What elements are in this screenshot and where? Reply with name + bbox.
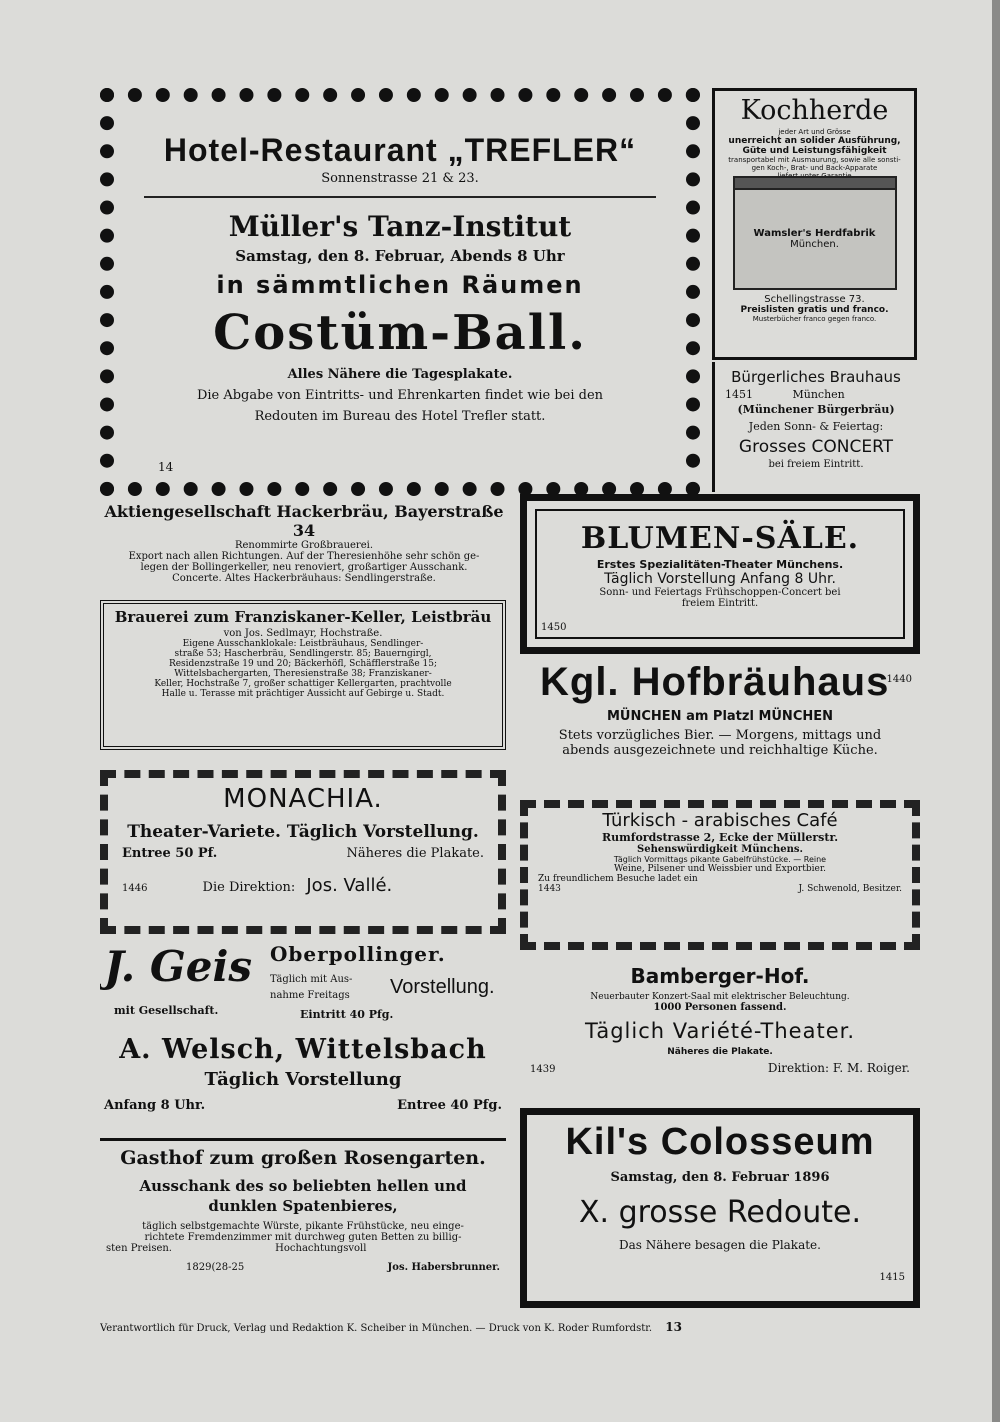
- hacker-l3: legen der Bollingerkeller, neu renoviert, großartiger Ausschank.: [140, 562, 468, 573]
- bamberger-l2: 1000 Personen fassend.: [653, 1002, 787, 1013]
- trefler-title: Hotel-Restaurant „TREFLER“: [163, 132, 637, 168]
- ad-blumensaele: [520, 494, 920, 654]
- franzis-l6: Halle u. Terasse mit prächtiger Aussicht auf Gebirge u. Stadt.: [161, 689, 445, 699]
- stove-label-city: München.: [790, 239, 839, 250]
- brauhaus-line: [725, 388, 907, 401]
- kochherde-l1: jeder Art und Grösse: [778, 128, 851, 136]
- trefler-address: Sonnenstrasse 21 & 23.: [321, 171, 479, 186]
- welsch-entry: Entree 40 Pfg.: [397, 1098, 502, 1113]
- brauhaus-sub: (Münchener Bürgerbräu): [737, 403, 895, 416]
- hofbraeu-l2: Stets vorzügliches Bier. — Morgens, mittags und: [558, 728, 882, 743]
- franzis-owner: von Jos. Sedlmayr, Hochstraße.: [223, 628, 383, 639]
- franzis-l1: Eigene Ausschanklokale: Leistbräuhaus, Sendlinger-: [182, 639, 424, 649]
- footer-text: Verantwortlich für Druck, Verlag und Redaktion K. Scheiber in München. — Druck von K. Roder Rumfordstr.: [100, 1323, 653, 1334]
- hofbraeu-l1: MÜNCHEN am Platzl MÜNCHEN: [607, 709, 833, 724]
- brauhaus-city: München: [792, 388, 845, 401]
- rosengarten-row: [106, 1243, 500, 1254]
- bamberger-dir: Direktion: F. M. Roiger.: [767, 1061, 910, 1075]
- hacker-title: Aktiengesellschaft Hackerbräu, Bayerstraße 34: [104, 502, 504, 540]
- franzis-l4: Wittelsbachergarten, Theresienstraße 38; Franziskaner-: [174, 669, 432, 679]
- trefler-rooms: in sämmtlichen Räumen: [216, 271, 584, 299]
- binding-edge: [992, 0, 1000, 1422]
- stove-illustration: [733, 186, 897, 290]
- hofbraeu-l3: abends ausgezeichnete und reichhaltige Küche.: [562, 743, 878, 758]
- kochherde-l3: Güte und Leistungsfähigkeit: [742, 146, 887, 156]
- colosseum-event: X. grosse Redoute.: [578, 1195, 862, 1230]
- bamberger-bottom: [530, 1061, 910, 1075]
- geis-entry: Eintritt 40 Pfg.: [300, 1008, 394, 1021]
- geis-daily: Täglich mit Aus-: [270, 974, 353, 985]
- ad-geis: [100, 938, 506, 1030]
- hacker-l2: Export nach allen Richtungen. Auf der Theresienhöhe sehr schön ge-: [128, 551, 480, 562]
- welsch-l1: Täglich Vorstellung: [204, 1069, 402, 1090]
- ad-hackerbraeu: [100, 502, 508, 594]
- cafe-num: 1443: [538, 884, 561, 894]
- kochherde-samples: Musterbücher franco gegen franco.: [752, 315, 877, 323]
- trefler-ball: Costüm-Ball.: [213, 305, 587, 361]
- page-number: 13: [665, 1320, 682, 1334]
- monachia-row: [122, 846, 484, 861]
- blumen-l4: freiem Eintritt.: [681, 598, 759, 609]
- monachia-l1: Theater-Variete. Täglich Vorstellung.: [127, 822, 479, 842]
- rosengarten-l5: sten Preisen.: [106, 1243, 172, 1254]
- franzis-title: Brauerei zum Franziskaner-Keller, Leistbräu: [114, 608, 492, 626]
- blumen-l1: Erstes Spezialitäten-Theater Münchens.: [596, 558, 844, 571]
- colosseum-more: Das Nähere besagen die Plakate.: [619, 1238, 821, 1252]
- cafe-title: Türkisch - arabisches Café: [602, 810, 838, 831]
- rosengarten-bottom: [106, 1262, 500, 1273]
- colosseum-num: 1415: [879, 1272, 905, 1283]
- ad-cafe: [520, 800, 920, 950]
- footer: [100, 1320, 920, 1344]
- cafe-owner: J. Schwenold, Besitzer.: [798, 884, 902, 894]
- kochherde-l2: unerreicht an solider Ausführung,: [728, 136, 901, 146]
- ad-welsch: [100, 1034, 506, 1134]
- kochherde-l5: gen Koch-, Brat- und Back-Apparate: [751, 164, 878, 172]
- cafe-l3: Täglich Vormittags pikante Gabelfrühstücke. — Reine: [613, 855, 827, 864]
- monachia-num: 1446: [122, 883, 148, 894]
- bamberger-num: 1439: [530, 1064, 556, 1075]
- welsch-start: Anfang 8 Uhr.: [104, 1098, 206, 1113]
- geis-company: mit Gesellschaft.: [114, 1004, 219, 1017]
- rosengarten-owner: Jos. Habersbrunner.: [387, 1262, 500, 1273]
- cafe-l5: Zu freundlichem Besuche ladet ein: [538, 874, 698, 884]
- monachia-title: MONACHIA.: [223, 784, 383, 814]
- rosengarten-greet: Hochachtungsvoll: [275, 1243, 367, 1254]
- colosseum-title: Kil's Colosseum: [565, 1121, 875, 1163]
- bamberger-title: Bamberger-Hof.: [630, 964, 810, 988]
- ad-bamberger: [520, 958, 920, 1098]
- bamberger-l4: Näheres die Plakate.: [667, 1047, 773, 1057]
- blumen-inner-frame: [535, 509, 905, 639]
- monachia-bottom: [122, 875, 484, 896]
- brauhaus-title: Bürgerliches Brauhaus: [731, 368, 901, 386]
- kochherde-address: Schellingstrasse 73.: [764, 294, 865, 305]
- brauhaus-num: 1451: [725, 388, 753, 401]
- geis-place: Oberpollinger.: [270, 942, 446, 966]
- trefler-date: Samstag, den 8. Februar, Abends 8 Uhr: [235, 247, 565, 265]
- blumen-num: 1450: [541, 622, 567, 633]
- brauhaus-concert: Grosses CONCERT: [738, 437, 894, 457]
- rosengarten-l4: richtete Fremdenzimmer mit durchweg guten Betten zu billig-: [144, 1232, 462, 1243]
- brauhaus-free: bei freiem Eintritt.: [768, 459, 864, 470]
- franzis-l3: Residenzstraße 19 und 20; Bäckerhöfl, Schäfflerstraße 15;: [168, 659, 438, 669]
- kochherde-title: Kochherde: [740, 95, 889, 126]
- geis-show: Vorstellung.: [390, 976, 495, 998]
- geis-name: J. Geis: [104, 942, 253, 991]
- trefler-plakate: Alles Nähere die Tagesplakate.: [287, 367, 513, 382]
- blumen-l2: Täglich Vorstellung Anfang 8 Uhr.: [604, 571, 836, 587]
- ad-trefler: [100, 88, 700, 496]
- ad-hofbraeuhaus: [520, 660, 920, 790]
- kochherde-prices: Preislisten gratis und franco.: [740, 305, 889, 315]
- bamberger-l3: Täglich Variété-Theater.: [584, 1019, 856, 1043]
- ad-rosengarten: [100, 1138, 506, 1314]
- monachia-dir-label: Die Direktion:: [202, 880, 296, 895]
- cafe-l2: Sehenswürdigkeit Münchens.: [637, 844, 803, 855]
- stove-label: Wamsler's Herdfabrik: [753, 228, 876, 239]
- ad-monachia: [100, 770, 506, 934]
- colosseum-date: Samstag, den 8. Februar 1896: [610, 1170, 830, 1185]
- cafe-l4: Weine, Pilsener und Weissbier und Exportbier.: [613, 864, 826, 874]
- monachia-dir-name: Jos. Vallé.: [306, 875, 393, 896]
- divider: [144, 196, 656, 198]
- monachia-entry: Entree 50 Pf.: [122, 846, 218, 861]
- kochherde-l4: transportabel mit Ausmaurung, sowie alle sonsti-: [728, 156, 901, 164]
- stove-top: [733, 176, 897, 190]
- monachia-more: Näheres die Plakate.: [346, 846, 484, 861]
- rosengarten-num: 1829(28-25: [186, 1262, 245, 1273]
- brauhaus-days: Jeden Sonn- & Feiertag:: [748, 420, 884, 433]
- ad-brauhaus: [712, 362, 917, 492]
- blumen-l3: Sonn- und Feiertags Frühschoppen-Concert bei: [599, 587, 841, 598]
- hacker-l4: Concerte. Altes Hackerbräuhaus: Sendlingerstraße.: [172, 573, 436, 584]
- welsch-row: [104, 1098, 502, 1113]
- rosengarten-l3: täglich selbstgemachte Würste, pikante Frühstücke, neu einge-: [142, 1221, 464, 1232]
- hofbraeu-num: 1440: [886, 674, 912, 685]
- trefler-note1: Die Abgabe von Eintritts- und Ehrenkarten findet wie bei den: [196, 388, 604, 403]
- welsch-title: A. Welsch, Wittelsbach: [119, 1034, 487, 1065]
- blumen-title: BLUMEN-SÄLE.: [580, 521, 860, 556]
- trefler-institute: Müller's Tanz-Institut: [228, 210, 572, 243]
- ad-kochherde: [712, 88, 917, 360]
- ad-franziskaner: [100, 600, 506, 750]
- rosengarten-l2: dunklen Spatenbieres,: [208, 1197, 398, 1215]
- trefler-note2: Redouten im Bureau des Hotel Trefler statt.: [254, 409, 546, 424]
- franzis-l2: straße 53; Hascherbräu, Sendlingerstr. 85; Bauerngirgl,: [174, 649, 432, 659]
- ad-colosseum: [520, 1108, 920, 1308]
- hacker-l1: Renommirte Großbrauerei.: [234, 540, 373, 551]
- cafe-bottom: [538, 884, 902, 894]
- hofbraeu-title: Kgl. Hofbräuhaus: [540, 660, 890, 704]
- rosengarten-l1: Ausschank des so beliebten hellen und: [139, 1177, 467, 1195]
- franzis-l5: Keller, Hochstraße 7, großer schattiger Kellergarten, prachtvolle: [154, 679, 452, 689]
- cafe-l1: Rumfordstrasse 2, Ecke der Müllerstr.: [601, 831, 839, 844]
- bamberger-l1: Neuerbauter Konzert-Saal mit elektrischer Beleuchtung.: [590, 992, 850, 1002]
- rosengarten-title: Gasthof zum großen Rosengarten.: [120, 1147, 486, 1169]
- geis-except: nahme Freitags: [270, 990, 350, 1001]
- trefler-num: 14: [158, 460, 174, 474]
